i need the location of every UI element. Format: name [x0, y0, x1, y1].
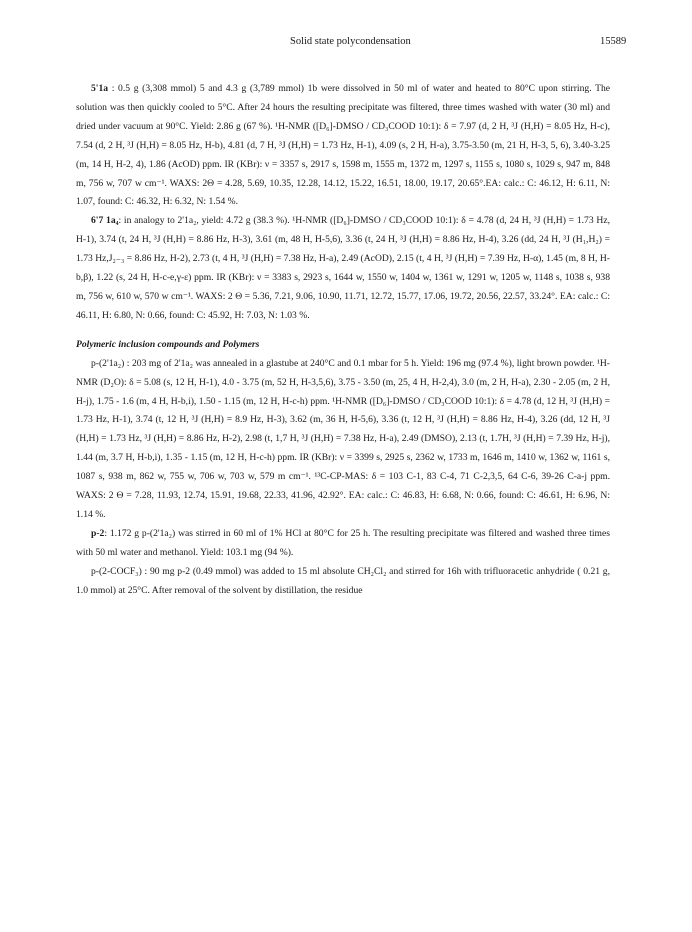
- paragraph-text: : 203 mg of 2'1a₂ was annealed in a glastube at 240°C and 0.1 mbar for 5 h. Yield: 196 mg (97.4 %), light brown powder. ¹H-NMR (D₂O): δ = 5.08 (s, 12 H, H-1), 4.0 - 3.75 (m, 52 H, H-3,5,6), 3.75 - 3.50 (m, 25, 4 H, H-2,4), 3.0 (m, 2 H, H-a), 2.30 - 2.05 (m, 2 H, H-j), 1.75 - 1.6 (m, 4 H, H-b,i), 1.50 - 1.15 (m, 12 H, H-c-h) ppm. ¹H-NMR ([D₆]-DMSO / CD₃COOD 10:1): δ = 4.78 (d, 12 H, ³J (H,H) = 1.73 Hz, H-1), 3.74 (t, 12 H, ³J (H,H) = 8.9 Hz, H-3), 3.62 (m, 36 H, H-5,6), 3.36 (t, 12 H, ³J (H,H) = 8.86 Hz, H-4), 3.26 (dd, 12 H, ³J (H,H) = 1.73 Hz, ³J (H,H) = 8.86 Hz, H-2), 2.98 (t, 1,7 H, ³J (H,H) = 7.38 Hz, H-a), 2.49 (DMSO), 2.13 (t, 1.7H, ³J (H,H) = 7.39 Hz, H-j), 1.44 (m, 3.7 H, H-b,i), 1.35 - 1.15 (m, 12 H, H-c-h) ppm. IR (KBr): ν = 3399 s, 2925 s, 2362 w, 1733 m, 1646 m, 1410 w, 1362 w, 1161 s, 1087 s, 938 m, 862 w, 755 w, 706 w, 703 w, 579 m cm⁻¹. ¹³C-CP-MAS: δ = 103 C-1, 83 C-4, 71 C-2,3,5, 64 C-6, 39-26 C-a-j ppm. WAXS: 2 Θ = 7.28, 11.93, 12.74, 15.91, 19.68, 22.33, 41.96, 42.92°. EA: calc.: C: 46.83, H: 6.68, N: 0.66, found: C: 46.61, H: 6.96, N: 1.14 %.: [76, 357, 610, 520]
- compound-label: p-(2'1a₂): [91, 357, 125, 369]
- paragraph-compound-5-1a: [76, 80, 610, 212]
- paragraph-polymer-p-2-cocf3: [76, 563, 610, 601]
- paragraph-text: : in analogy to 2'1a₂, yield: 4.72 g (38.3 %). ¹H-NMR ([D₆]-DMSO / CD₃COOD 10:1): δ = 4.78 (d, 24 H, ³J (H,H) = 1.73 Hz, H-1), 3.74 (t, 24 H, ³J (H,H) = 8.86 Hz, H-3), 3.61 (m, 48 H, H-5,6), 3.36 (t, 24 H, ³J (H,H) = 8.86 Hz, H-4), 3.26 (dd, 24 H, ³J (H₁,H₂) = 1.73 Hz,J₂₋₃ = 8.86 Hz, H-2), 2.73 (t, 4 H, ³J (H,H) = 7.38 Hz, H-a), 2.49 (AcOD), 2.15 (t, 4 H, ³J (H,H) = 7.39 Hz, H-α), 1.45 (m, 8 H, H-b,β), 1.22 (s, 24 H, H-c-e,γ-ε) ppm. IR (KBr): ν = 3383 s, 2923 s, 1644 w, 1550 w, 1404 w, 1361 w, 1291 w, 1205 w, 1148 s, 1038 s, 938 m, 756 w, 610 w, 570 w cm⁻¹. WAXS: 2 Θ = 5.36, 7.21, 9.06, 10.90, 11.71, 12.72, 15.77, 17.06, 19.72, 20.56, 22.57, 33.24°. EA: calc.: C: 46.11, H: 6.80, N: 0.66, found: C: 45.92, H: 7.03, N: 1.03 %.: [76, 215, 610, 321]
- paragraph-text: : 90 mg p-2 (0.49 mmol) was added to 15 ml absolute CH₂Cl₂ and stirred for 16h with trifluoracetic anhydride ( 0.21 g, 1.0 mmol) at 25°C. After removal of the solvent by distillation, the residue: [76, 565, 610, 596]
- paragraph-compound-6-7-1a4: [76, 212, 610, 325]
- paragraph-polymer-p-2: [76, 525, 610, 563]
- compound-label: p-(2-COCF₃): [91, 565, 142, 577]
- paragraph-polymer-p-2-1a2: [76, 355, 610, 525]
- paragraph-text: : 0.5 g (3,308 mmol) 5 and 4.3 g (3,789 mmol) 1b were dissolved in 50 ml of water and heated to 80°C upon stirring. The solution was then quickly cooled to 5°C. After 24 hours the resulting precipitate was filtered, three times washed with water (30 ml) and dried under vacuum at 90°C. Yield: 2.86 g (67 %). ¹H-NMR ([D₆]-DMSO / CD₃COOD 10:1): δ = 7.97 (d, 2 H, ³J (H,H) = 8.05 Hz, H-c), 7.54 (d, 2 H, ³J (H,H) = 8.05 Hz, H-b), 4.81 (d, 7 H, ³J (H,H) = 1.73 Hz, H-1), 4.09 (s, 2 H, H-a), 3.75-3.50 (m, 21 H, H-3, 5, 6), 3.40-3.25 (m, 14 H, H-2, 4), 1.86 (AcOD) ppm. IR (KBr): ν = 3357 s, 2917 s, 1598 m, 1555 m, 1372 m, 1297 s, 1155 s, 1080 s, 1029 s, 947 m, 848 m, 756 w, 707 w cm⁻¹. WAXS: 2Θ = 4.28, 5.69, 10.35, 12.28, 14.12, 15.22, 16.51, 18.00, 19.17, 20.65°.EA: calc.: C: 46.12, H: 6.11, N: 1.07, found: C: 46.32, H: 6.32, N: 1.54 %.: [76, 83, 610, 208]
- compound-label: 5'1a: [91, 83, 109, 94]
- running-title: Solid state polycondensation: [290, 36, 411, 47]
- running-head: [0, 36, 692, 52]
- compound-label: 6'7 1a₄: [91, 215, 119, 227]
- page-number: 15589: [600, 36, 627, 47]
- paragraph-text: : 1.172 g p-(2'1a₂) was stirred in 60 ml of 1% HCl at 80°C for 25 h. The resulting precipitate was filtered and washed three times with 50 ml water and methanol. Yield: 103.1 mg (94 %).: [76, 527, 610, 558]
- compound-label: p-2: [91, 527, 105, 539]
- article-body: [76, 80, 610, 600]
- section-heading: Polymeric inclusion compounds and Polymers: [76, 338, 260, 350]
